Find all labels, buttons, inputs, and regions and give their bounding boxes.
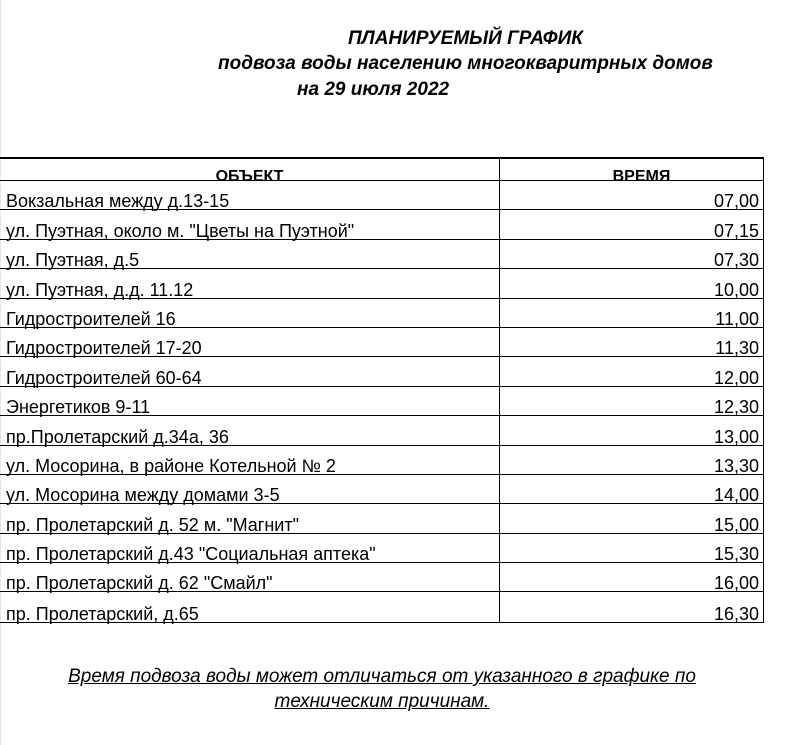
table-row [0,534,764,563]
row-time-text: 12,00 [713,367,759,388]
row-object-text: ул. Пуэтная, д.5 [6,250,140,271]
row-object-cell [0,534,500,565]
row-object-cell [0,181,500,212]
row-time-cell [500,269,764,300]
row-time-cell [500,299,764,327]
row-time-text: 16,30 [713,603,759,624]
note-line-1: Время подвоза воды может отличаться от указанного в графике по [68,666,696,687]
row-time-cell [500,475,764,506]
row-object-cell [0,299,500,327]
table-row [0,475,764,504]
row-object-text: пр. Пролетарский д. 52 м. "Магнит" [6,514,299,535]
row-time-text: 11,00 [715,308,759,329]
row-time-text: 13,00 [713,426,759,447]
table-row [0,240,764,269]
row-object-cell [0,328,500,359]
disclaimer-note [0,664,764,714]
row-time-text: 07,15 [713,220,759,241]
title-line-3: на 29 июля 2022 [297,79,450,100]
row-object-text: ул. Пуэтная, д.д. 11.12 [6,279,194,300]
row-object-cell [0,269,500,300]
row-object-cell [0,475,500,506]
table-row [0,328,764,357]
table-row [0,504,764,533]
row-time-text: 15,30 [713,544,759,565]
row-object-text: пр. Пролетарский д.43 "Социальная аптека" [6,544,376,565]
row-object-cell [0,563,500,594]
table-row [0,446,764,475]
table-body [0,181,764,622]
row-time-cell [500,563,764,594]
row-time-text: 16,00 [713,573,759,594]
row-time-text: 07,30 [713,250,759,271]
row-time-text: 13,30 [713,455,759,476]
title-line-2: подвоза воды населению многокваритрных домов [218,53,713,74]
row-object-text: Гидростроителей 60-64 [6,367,202,388]
table-row [0,181,764,210]
row-time-text: 07,00 [713,191,759,212]
row-object-text: Гидростроителей 16 [6,308,176,329]
row-time-text: 10,00 [713,279,759,300]
row-object-cell [0,504,500,535]
schedule-table [0,157,764,623]
row-time-cell [500,328,764,359]
header-object-label: ОБЪЕКТ [215,168,284,185]
note-line-2: техническим причинам. [274,691,490,712]
row-time-text: 15,00 [713,514,759,535]
row-object-text: Энергетиков 9-11 [6,397,151,418]
row-time-text: 12,30 [713,397,759,418]
row-object-text: пр. Пролетарский д. 62 "Смайл" [6,573,273,594]
row-time-cell [500,592,764,624]
table-header-row [0,159,764,185]
row-time-cell [500,240,764,271]
table-row [0,269,764,298]
table-row [0,387,764,416]
row-object-text: пр. Пролетарский, д.65 [6,603,199,624]
row-object-text: Вокзальная между д.13-15 [6,191,230,212]
row-object-cell [0,357,500,388]
row-object-cell [0,240,500,271]
row-object-text: ул. Пуэтная, около м. "Цветы на Пуэтной" [6,220,355,241]
row-time-cell [500,446,764,474]
table-row [0,592,764,624]
row-time-cell [500,181,764,212]
row-time-text: 14,00 [713,485,759,506]
table-row [0,416,764,445]
table-row [0,299,764,328]
row-object-text: пр.Пролетарский д.34а, 36 [6,426,229,447]
row-object-cell [0,592,500,624]
row-object-text: ул. Мосорина, в районе Котельной № 2 [6,455,336,476]
row-object-text: Гидростроителей 17-20 [6,338,202,359]
row-time-cell [500,210,764,241]
row-time-cell [500,534,764,565]
row-object-cell [0,416,500,447]
row-object-cell [0,446,500,474]
row-time-text: 11,30 [715,338,759,359]
table-row [0,357,764,386]
table-row [0,563,764,592]
table-row [0,210,764,239]
header-object [0,159,500,185]
row-time-cell [500,416,764,447]
document-title [0,28,787,108]
row-object-cell [0,210,500,241]
header-time [500,159,764,185]
row-time-cell [500,387,764,418]
header-time-label: ВРЕМЯ [612,168,671,185]
row-object-cell [0,387,500,418]
row-object-text: ул. Мосорина между домами 3-5 [6,485,280,506]
row-time-cell [500,357,764,388]
row-time-cell [500,504,764,535]
title-line-1: ПЛАНИРУЕМЫЙ ГРАФИК [348,28,583,49]
